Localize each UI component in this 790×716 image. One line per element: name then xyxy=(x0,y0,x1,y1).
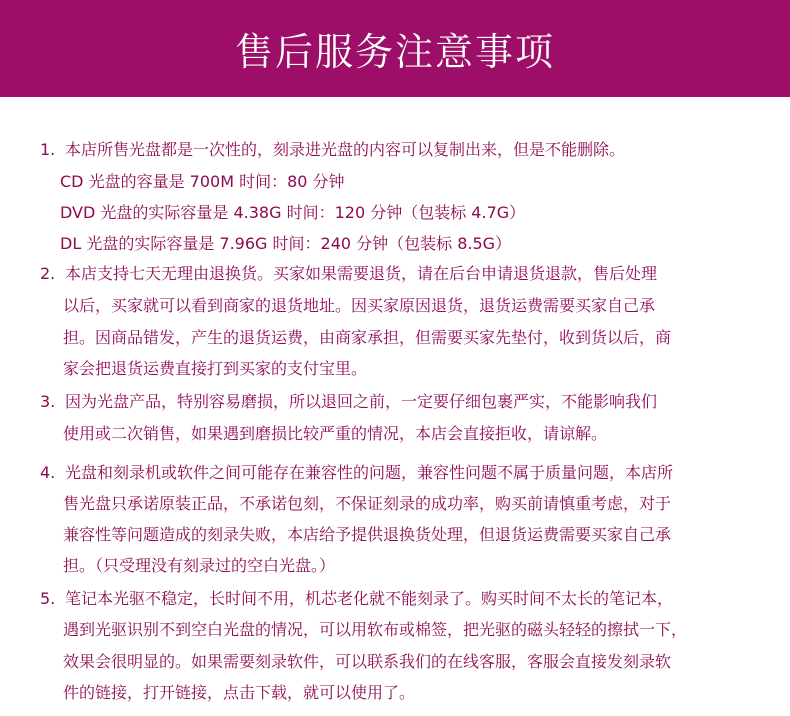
notice-4-line-4: 担。（只受理没有刻录过的空白光盘。） xyxy=(63,556,336,575)
page-title: 售后服务注意事项 xyxy=(234,30,555,74)
notice-5-number: 5. xyxy=(40,589,56,608)
notice-1-text-1: 本店所售光盘都是一次性的，刻录进光盘的内容可以复制出来，但是不能删除。 xyxy=(65,140,626,159)
notice-5-text-1: 笔记本光驱不稳定，长时间不用，机芯老化就不能刻录了。购买时间不太长的笔记本， xyxy=(65,589,674,608)
notice-1-number: 1. xyxy=(40,140,56,159)
notice-5-line-1 xyxy=(40,589,673,609)
notice-list xyxy=(0,97,790,716)
notice-3-number: 3. xyxy=(40,392,56,411)
notice-4-line-2: 售光盘只承诺原装正品，不承诺包刻，不保证刻录的成功率，购买前请慎重考虑，对于 xyxy=(63,494,672,513)
notice-5-line-4: 件的链接，打开链接，点击下载，就可以使用了。 xyxy=(63,683,416,702)
header-banner xyxy=(0,0,790,97)
notice-4-line-3: 兼容性等问题造成的刻录失败，本店给予提供退换货处理，但退货运费需要买家自己承 xyxy=(63,525,672,544)
notice-1-line-2: CD 光盘的容量是 700M 时间：80 分钟 xyxy=(60,172,345,191)
notice-5-line-3: 效果会很明显的。如果需要刻录软件，可以联系我们的在线客服，客服会直接发刻录软 xyxy=(63,652,672,671)
notice-2-line-3: 担。因商品错发，产生的退货运费，由商家承担，但需要买家先垫付，收到货以后，商 xyxy=(63,328,672,347)
notice-3-line-2: 使用或二次销售，如果遇到磨损比较严重的情况，本店会直接拒收，请谅解。 xyxy=(63,424,608,443)
notice-1-line-4: DL 光盘的实际容量是 7.96G 时间：240 分钟（包装标 8.5G） xyxy=(60,234,512,253)
notice-2-text-1: 本店支持七天无理由退换货。买家如果需要退货，请在后台申请退货退款，售后处理 xyxy=(65,264,658,283)
notice-3-text-1: 因为光盘产品，特别容易磨损，所以退回之前，一定要仔细包裹严实，不能影响我们 xyxy=(65,392,658,411)
notice-3-line-1 xyxy=(40,392,657,412)
notice-2-line-2: 以后，买家就可以看到商家的退货地址。因买家原因退货，退货运费需要买家自己承 xyxy=(63,296,656,315)
notice-2-line-4: 家会把退货运费直接打到买家的支付宝里。 xyxy=(63,359,368,378)
notice-2-number: 2. xyxy=(40,264,56,283)
notice-4-text-1: 光盘和刻录机或软件之间可能存在兼容性的问题，兼容性问题不属于质量问题，本店所 xyxy=(65,463,674,482)
notice-1-line-1 xyxy=(40,140,625,160)
notice-4-line-1 xyxy=(40,463,673,483)
notice-5-line-2: 遇到光驱识别不到空白光盘的情况，可以用软布或棉签，把光驱的磁头轻轻的擦拭一下， xyxy=(63,620,688,639)
notice-2-line-1 xyxy=(40,264,657,284)
notice-1-line-3: DVD 光盘的实际容量是 4.38G 时间：120 分钟（包装标 4.7G） xyxy=(60,203,526,222)
notice-4-number: 4. xyxy=(40,463,56,482)
